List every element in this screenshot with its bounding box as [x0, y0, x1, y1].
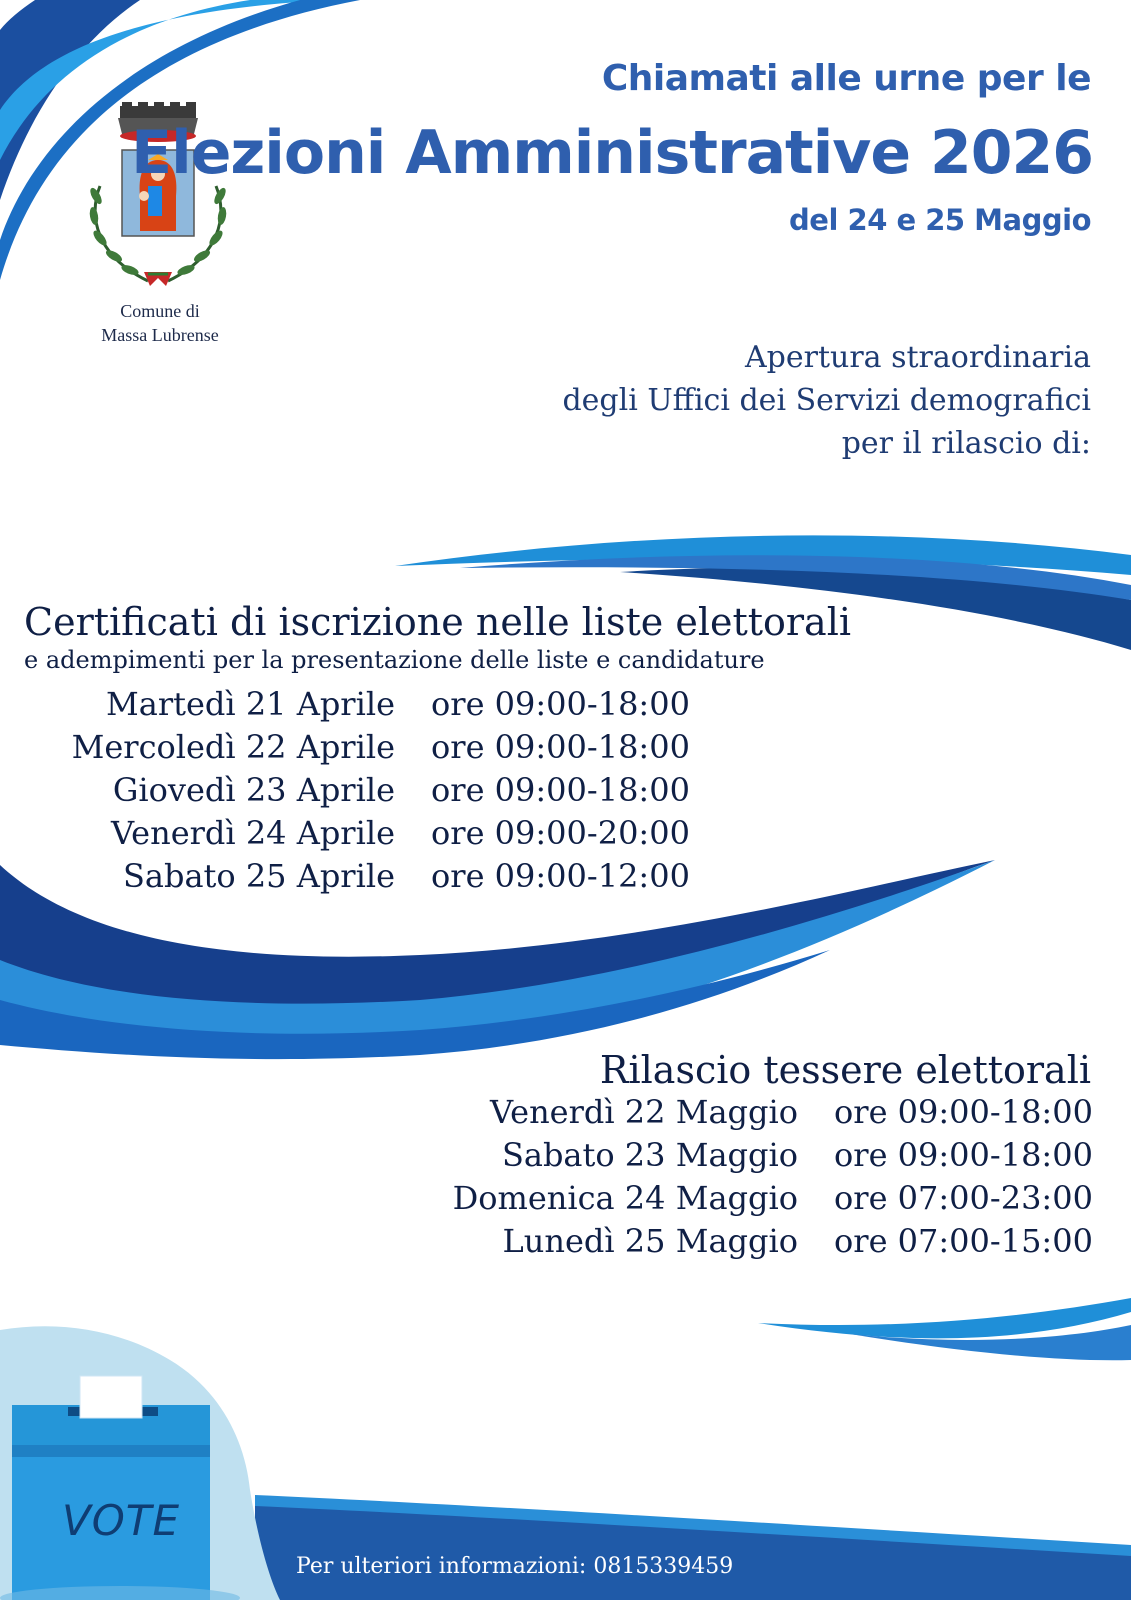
comune-label-line2: Massa Lubrense — [101, 325, 219, 345]
schedule-row — [0, 682, 1131, 726]
header-title-line1: Chiamati alle urne per le — [601, 58, 1091, 99]
schedule-time: ore 07:00-15:00 — [834, 1222, 1093, 1260]
schedule-time: ore 09:00-12:00 — [431, 857, 690, 895]
schedule-day: Martedì 21 Aprile — [105, 685, 395, 723]
schedule-time: ore 09:00-18:00 — [834, 1093, 1093, 1131]
schedule-row — [0, 1133, 1131, 1177]
schedule-row — [0, 768, 1131, 812]
schedule-day: Domenica 24 Maggio — [452, 1179, 798, 1217]
tessere-title: Rilascio tessere elettorali — [599, 1048, 1091, 1092]
schedule-row — [0, 1176, 1131, 1220]
schedule-row — [0, 1090, 1131, 1134]
schedule-day: Venerdì 24 Aprile — [110, 814, 395, 852]
schedule-day: Lunedì 25 Maggio — [502, 1222, 798, 1260]
certificati-subtitle: e adempimenti per la presentazione delle liste e candidature — [24, 646, 765, 674]
schedule-day: Venerdì 22 Maggio — [489, 1093, 798, 1131]
schedule-time: ore 09:00-18:00 — [431, 685, 690, 723]
apertura-line2: degli Uffici dei Servizi demografici — [562, 383, 1091, 418]
ballot-box-shade — [12, 1445, 210, 1457]
comune-label-line1: Comune di — [120, 301, 200, 321]
apertura-line1: Apertura straordinaria — [744, 340, 1091, 375]
certificati-title: Certificati di iscrizione nelle liste elettorali — [24, 600, 852, 644]
header-title-date: del 24 e 25 Maggio — [789, 203, 1091, 237]
schedule-day: Mercoledì 22 Aprile — [71, 728, 395, 766]
apertura-text — [562, 336, 1091, 465]
schedule-time: ore 07:00-23:00 — [834, 1179, 1093, 1217]
schedule-day: Sabato 25 Aprile — [122, 857, 395, 895]
apertura-line3: per il rilascio di: — [841, 426, 1091, 461]
schedule-row — [0, 725, 1131, 769]
ballot-box-vote-label: VOTE — [62, 1496, 180, 1545]
bottom-right-wave-light — [758, 1298, 1131, 1338]
comune-label — [60, 299, 260, 347]
schedule-time: ore 09:00-18:00 — [431, 728, 690, 766]
schedule-day: Sabato 23 Maggio — [501, 1136, 798, 1174]
schedule-day: Giovedì 23 Aprile — [112, 771, 395, 809]
footer-info: Per ulteriori informazioni: 0815339459 — [296, 1554, 734, 1579]
schedule-row — [0, 811, 1131, 855]
schedule-time: ore 09:00-18:00 — [834, 1136, 1093, 1174]
ballot-paper — [80, 1376, 142, 1418]
schedule-row — [0, 854, 1131, 898]
schedule-row — [0, 1219, 1131, 1263]
schedule-time: ore 09:00-20:00 — [431, 814, 690, 852]
schedule-time: ore 09:00-18:00 — [431, 771, 690, 809]
header-title-main: Elezioni Amministrative 2026 — [131, 118, 1093, 188]
